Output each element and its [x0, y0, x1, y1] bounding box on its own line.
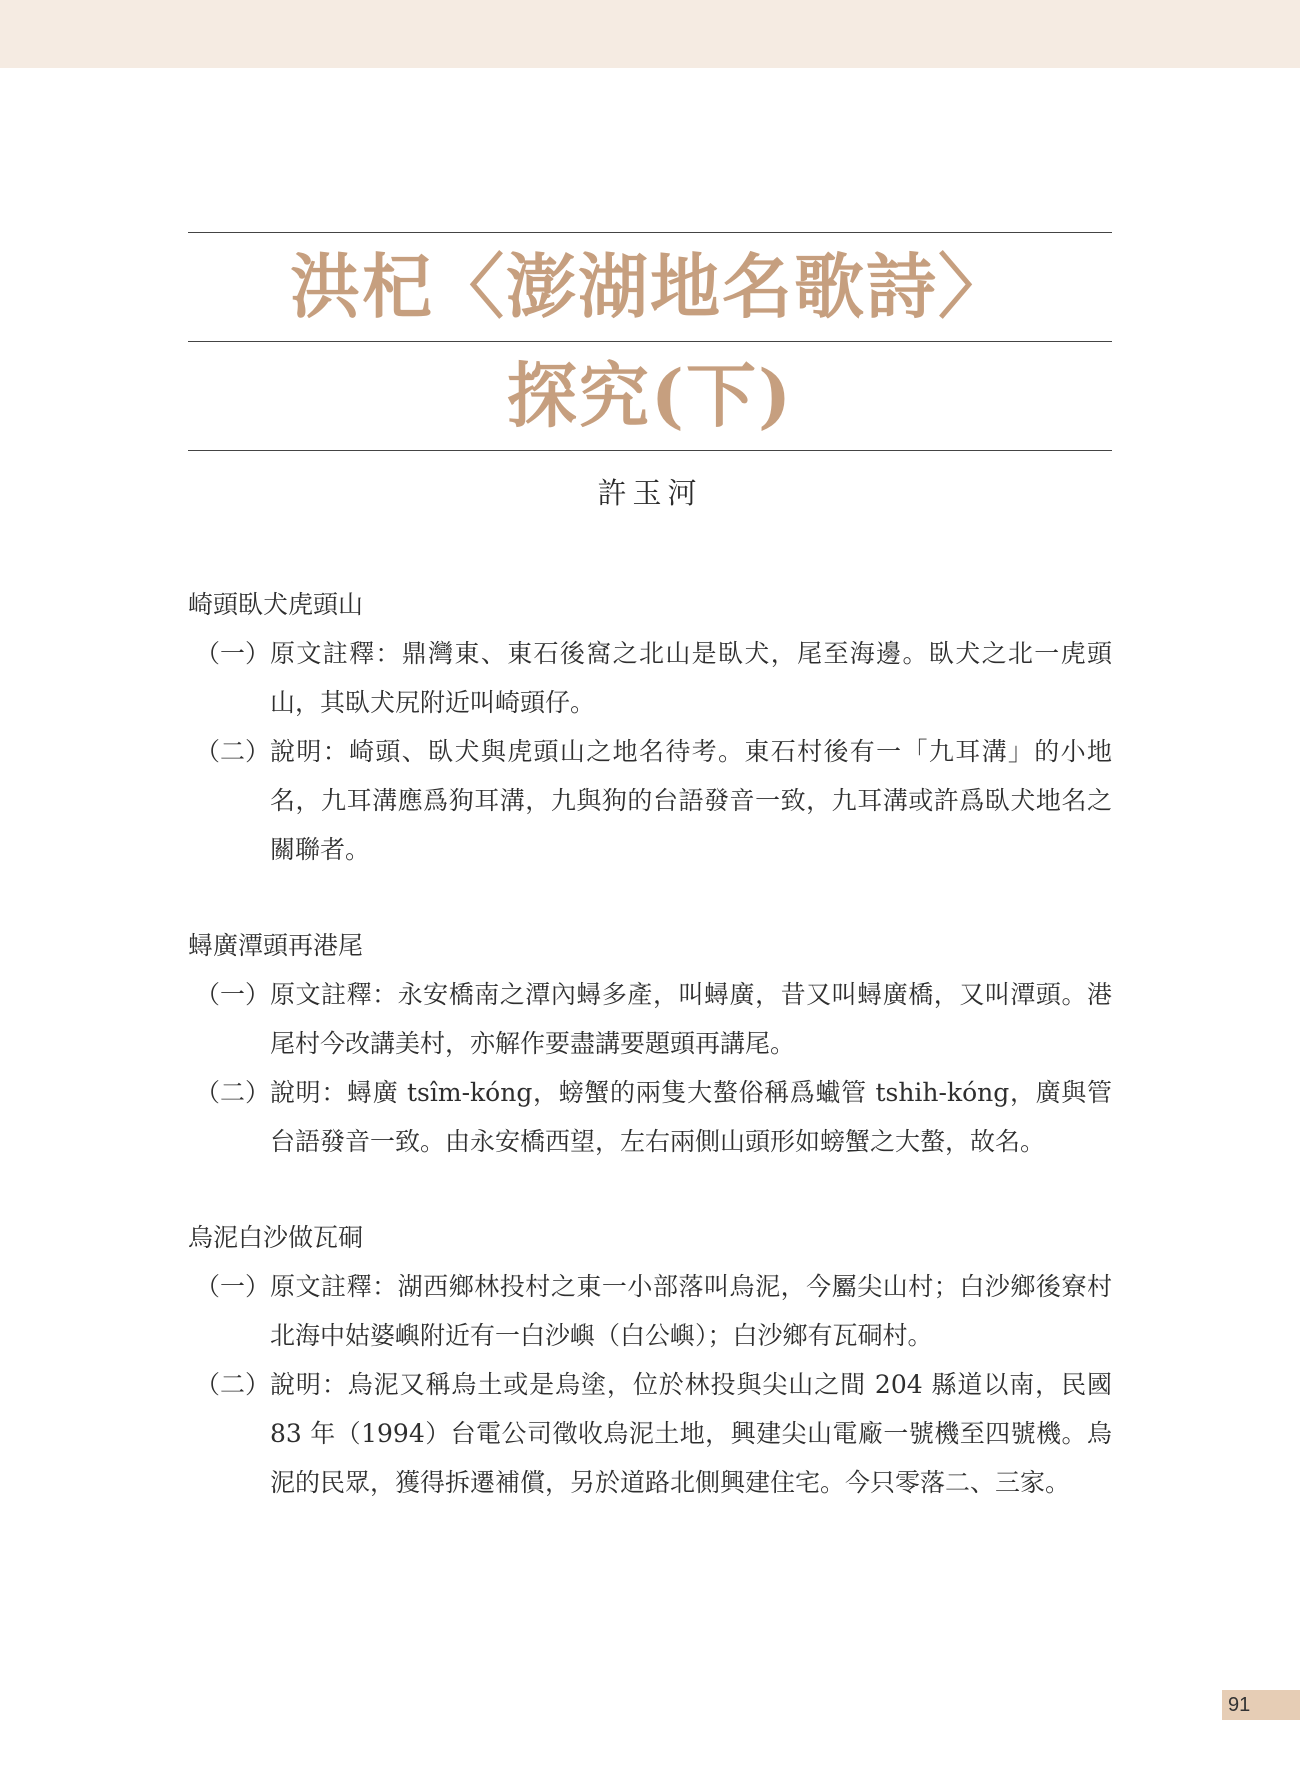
- list-item: [188, 727, 1112, 874]
- section-3: [188, 1213, 1112, 1507]
- item-text: 說明：蟳廣 tsîm-kóng，螃蟹的兩隻大螯俗稱爲蠘管 tshih-kóng，廣與管台語發音一致。由永安橋西望，左右兩側山頭形如螃蟹之大螯，故名。: [270, 1078, 1112, 1156]
- section-heading: 蟳廣潭頭再港尾: [188, 931, 364, 960]
- list-item: [188, 629, 1112, 727]
- section-2: [188, 921, 1112, 1166]
- list-item: [188, 1068, 1112, 1166]
- page-number: 91: [1222, 1690, 1300, 1720]
- item-text: 說明：烏泥又稱烏土或是烏塗，位於林投與尖山之間 204 縣道以南，民國 83 年（1994）台電公司徵收烏泥土地，興建尖山電廠一號機至四號機。烏泥的民眾，獲得拆遷補償，另於道路北側興建住宅。今只零落二、三家。: [270, 1370, 1112, 1497]
- item-label: （一）: [194, 1272, 270, 1301]
- item-text: 原文註釋：湖西鄉林投村之東一小部落叫烏泥，今屬尖山村；白沙鄉後寮村北海中姑婆嶼附近有一白沙嶼（白公嶼）；白沙鄉有瓦硐村。: [270, 1272, 1112, 1350]
- item-label: （二）: [194, 1370, 270, 1399]
- title-line-2: 探究(下): [506, 354, 794, 437]
- list-item: [188, 1360, 1112, 1507]
- title-block: [188, 232, 1112, 512]
- item-text: 說明：崎頭、臥犬與虎頭山之地名待考。東石村後有一「九耳溝」的小地名，九耳溝應爲狗耳溝，九與狗的台語發音一致，九耳溝或許爲臥犬地名之關聯者。: [270, 737, 1112, 864]
- section-heading: 崎頭臥犬虎頭山: [188, 590, 364, 619]
- author-name: 許玉河: [597, 476, 703, 510]
- item-text: 原文註釋：永安橋南之潭內蟳多產，叫蟳廣，昔又叫蟳廣橋，又叫潭頭。港尾村今改講美村，亦解作要盡講要題頭再講尾。: [270, 980, 1112, 1058]
- title-line-1: 洪杞〈澎湖地名歌詩〉: [290, 245, 1010, 328]
- list-item: [188, 1262, 1112, 1360]
- header-band: [0, 0, 1300, 68]
- item-label: （一）: [194, 639, 270, 668]
- article-body: [188, 580, 1112, 1554]
- item-label: （二）: [194, 1078, 270, 1107]
- item-text: 原文註釋：鼎灣東、東石後窩之北山是臥犬，尾至海邊。臥犬之北一虎頭山，其臥犬尻附近叫崎頭仔。: [270, 639, 1112, 717]
- list-item: [188, 970, 1112, 1068]
- section-heading: 烏泥白沙做瓦硐: [188, 1223, 364, 1252]
- section-1: [188, 580, 1112, 874]
- item-label: （一）: [194, 980, 270, 1009]
- item-label: （二）: [194, 737, 270, 766]
- title-rule-bottom: [188, 450, 1112, 451]
